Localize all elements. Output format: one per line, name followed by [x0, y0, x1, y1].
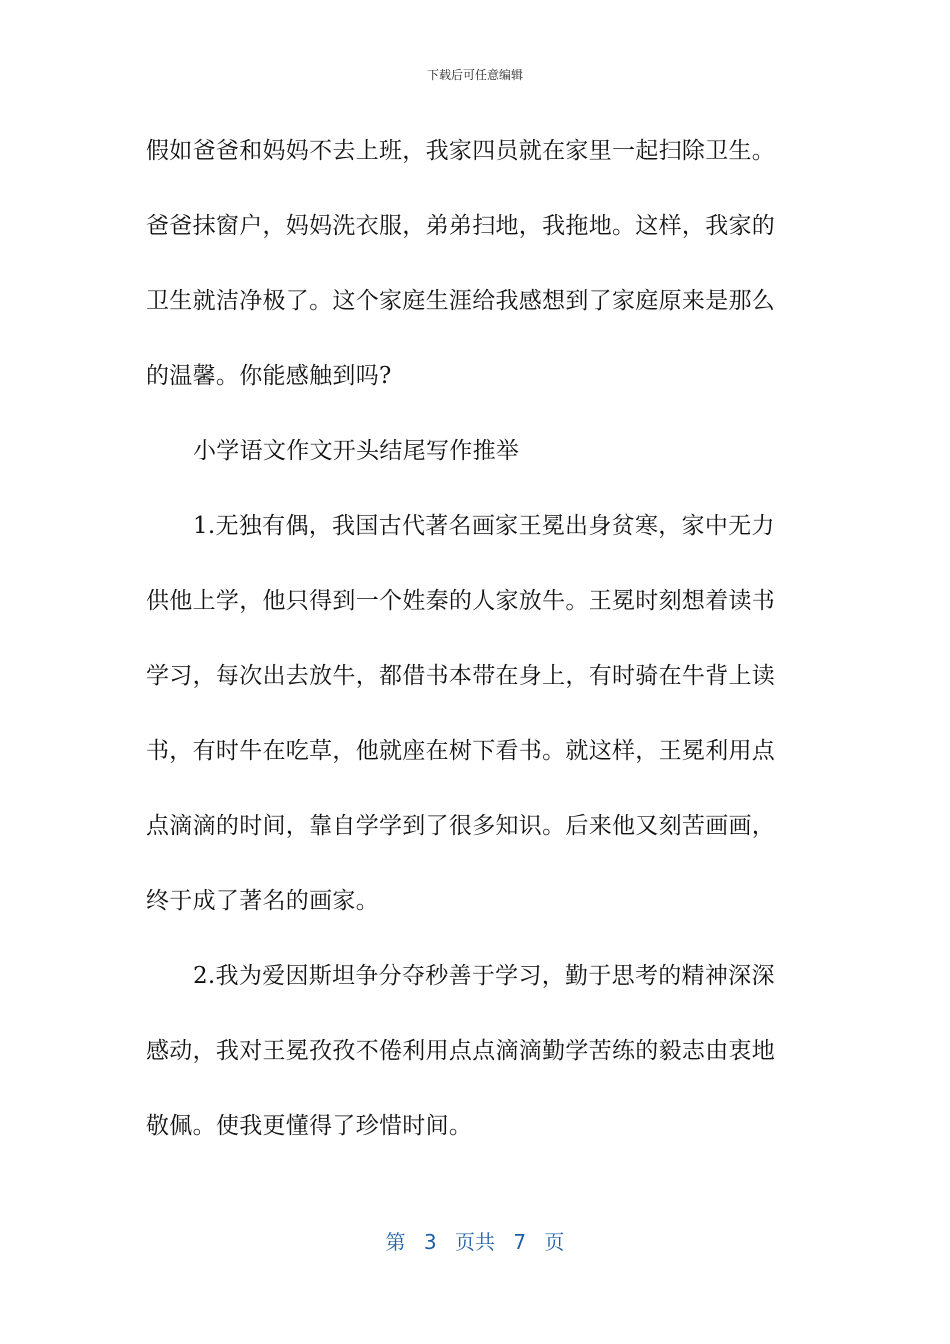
page-header: 下载后可任意编辑 — [426, 68, 523, 82]
text-line: 假如爸爸和妈妈不去上班，我家四员就在家里一起扫除卫生。 — [146, 138, 776, 164]
text-line: 敬佩。使我更懂得了珍惜时间。 — [146, 1113, 473, 1139]
text-line: 感动，我对王冕孜孜不倦利用点点滴滴勤学苦练的毅志由衷地 — [146, 1038, 776, 1064]
text-line: 点滴滴的时间，靠自学学到了很多知识。后来他又刻苦画画， — [146, 813, 776, 839]
text-line: 书，有时牛在吃草，他就座在树下看书。就这样，王冕利用点 — [146, 738, 776, 764]
text-line: 卫生就洁净极了。这个家庭生涯给我感想到了家庭原来是那么 — [146, 288, 776, 314]
page-number-footer: 第 3 页共 7 页 — [385, 1230, 565, 1254]
text-line: 2.我为爱因斯坦争分夺秒善于学习，勤于思考的精神深深 — [193, 963, 775, 989]
text-line: 供他上学，他只得到一个姓秦的人家放牛。王冕时刻想着读书 — [146, 588, 776, 614]
text-line: 的温馨。你能感触到吗? — [146, 363, 392, 389]
text-line: 学习，每次出去放牛，都借书本带在身上，有时骑在牛背上读 — [146, 663, 776, 689]
section-heading: 小学语文作文开头结尾写作推举 — [193, 438, 520, 464]
text-line: 终于成了著名的画家。 — [146, 888, 379, 914]
text-line: 1.无独有偶，我国古代著名画家王冕出身贫寒，家中无力 — [193, 513, 775, 539]
text-line: 爸爸抹窗户，妈妈洗衣服，弟弟扫地，我拖地。这样，我家的 — [146, 213, 776, 239]
